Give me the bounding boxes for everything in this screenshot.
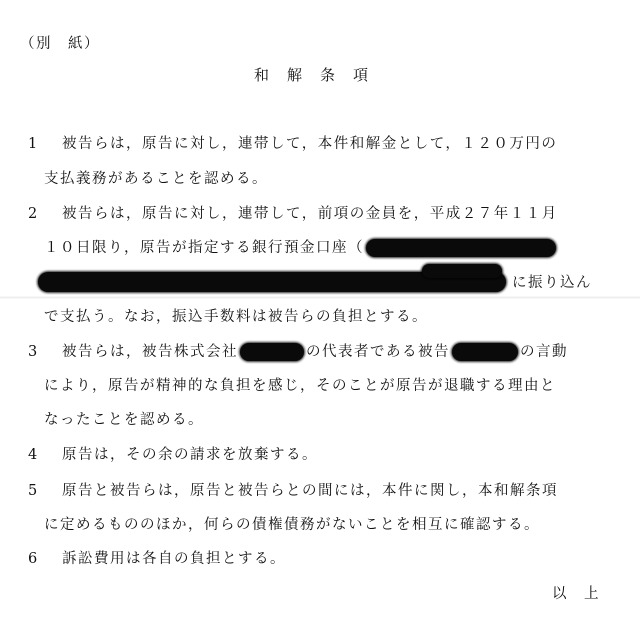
item-3-text-b: の代表者である被告: [306, 344, 450, 360]
item-5-line-2: に定めるもののほか，何らの債権債務がないことを相互に確認する。: [44, 517, 540, 533]
item-3-line-1: [62, 342, 568, 362]
item-3-line-3: なったことを認める。: [44, 412, 204, 428]
attachment-label: （別 紙）: [20, 36, 100, 52]
scan-fold-line: [0, 296, 640, 299]
item-5-line-1: 原告と被告らは，原告と被告らとの間には，本件に関し，本和解条項: [62, 483, 558, 499]
redaction-bar: [366, 239, 556, 257]
item-2-line-1: 被告らは，原告に対し，連帯して，前項の金員を，平成２７年１１月: [62, 206, 558, 222]
item-number-2: 2: [28, 206, 38, 222]
document-title: 和解条項: [253, 66, 386, 84]
item-6-line-1: 訴訟費用は各自の負担とする。: [62, 551, 286, 567]
item-1-line-2: 支払義務があることを認める。: [44, 171, 268, 187]
redaction-bar: [452, 343, 518, 361]
item-4-line-1: 原告は，その余の請求を放棄する。: [62, 447, 318, 463]
item-number-3: 3: [28, 344, 38, 360]
closing-mark: 以 上: [552, 586, 600, 602]
item-3-line-2: により，原告が精神的な負担を感じ，そのことが原告が退職する理由と: [44, 378, 556, 394]
item-number-6: 6: [28, 551, 38, 567]
redaction-bar: [240, 343, 304, 361]
item-1-line-1: 被告らは，原告に対し，連帯して，本件和解金として，１２０万円の: [62, 136, 558, 152]
item-2-line-3: に振り込ん: [512, 275, 592, 291]
item-number-4: 4: [28, 447, 38, 463]
item-number-5: 5: [28, 483, 38, 499]
item-3-text-a: 被告らは，被告株式会社: [62, 344, 238, 360]
item-number-1: 1: [28, 136, 38, 152]
redaction-bar: [422, 264, 502, 278]
item-2-line-2-text: １０日限り，原告が指定する銀行預金口座（: [44, 240, 364, 256]
item-2-line-2: [44, 238, 558, 258]
item-3-text-c: の言動: [520, 344, 568, 360]
item-2-line-4: で支払う。なお，振込手数料は被告らの負担とする。: [44, 309, 428, 325]
